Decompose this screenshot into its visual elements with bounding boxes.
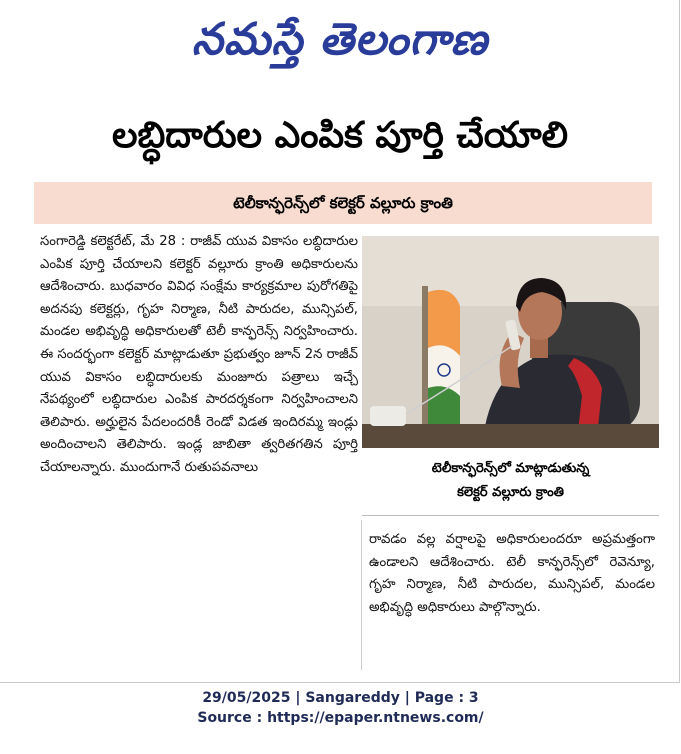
article-headline: లబ్ధిదారుల ఎంపిక పూర్తి చేయాలి xyxy=(112,115,568,156)
article-body-right-column: రావడం వల్ల వర్షాలపై అధికారులందరూ అప్రమత్తంగా ఉండాలని ఆదేశించారు. టెలీ కాన్ఫరెన్స్‌లో రెవెన్యూ, గృహ నిర్మాణ, నీటి పారుదల, మున్సిపల్, మండల అభివృద్ధి అధికారులు పాల్గొన్నారు. xyxy=(369,532,655,615)
collector-on-phone-photo xyxy=(362,236,659,448)
photo-caption-line-1: టెలీకాన్ఫరెన్స్‌లో మాట్లాడుతున్న xyxy=(431,461,590,476)
article-body-left-column: సంగారెడ్డి కలెక్టరేట్, మే 28 : రాజీవ్ యువ వికాసం లబ్ధిదారుల ఎంపిక పూర్తి చేయాలని కలెక్టర్ వల్లూరు క్రాంతి అధికారులను ఆదేశించారు. బుధవారం వివిధ సంక్షేమ కార్యక్రమాల పురోగతిపై అదనపు కలెక్టర్లు, గృహ నిర్మాణ, నీటి పారుదల, మున్సిపల్, మండల అభివృద్ధి అధికారులతో టెలీ కాన్ఫరెన్స్ నిర్వహించారు. ఈ సందర్భంగా కలెక్టర్ మాట్లాడుతూ ప్రభుత్వం జూన్ 2న రాజీవ్ యువ వికాసం లబ్ధిదారులకు మంజూరు పత్రాలు ఇచ్చే నేపథ్యంలో లబ్ధిదారుల ఎంపిక పారదర్శకంగా నిర్వహించాలని తెలిపారు. అర్హులైన పేదలందరికీ రెండో విడత ఇందిరమ్మ ఇండ్లు అందించాలని తెలిపారు. ఇండ్ల జాబితా త్వరితగతిన పూర్తి చేయాలన్నారు. ముందుగానే రుతుపవనాలు xyxy=(40,234,358,475)
clipping-footer xyxy=(0,688,681,748)
footer-source-line: Source : https://epaper.ntnews.com/ xyxy=(197,710,484,726)
photo-caption xyxy=(362,451,659,516)
newspaper-masthead: నమస్తే తెలంగాణ xyxy=(191,14,489,65)
article-subheadline: టెలీకాన్ఫరెన్స్‌లో కలెక్టర్ వల్లూరు క్రాంతి xyxy=(233,194,453,212)
subheadline-banner xyxy=(34,182,652,224)
article-photo xyxy=(362,236,659,448)
photo-caption-line-2: కలెక్టర్ వల్లూరు క్రాంతి xyxy=(457,485,564,500)
footer-date-line: 29/05/2025 | Sangareddy | Page : 3 xyxy=(202,690,479,706)
column-divider xyxy=(361,520,362,670)
